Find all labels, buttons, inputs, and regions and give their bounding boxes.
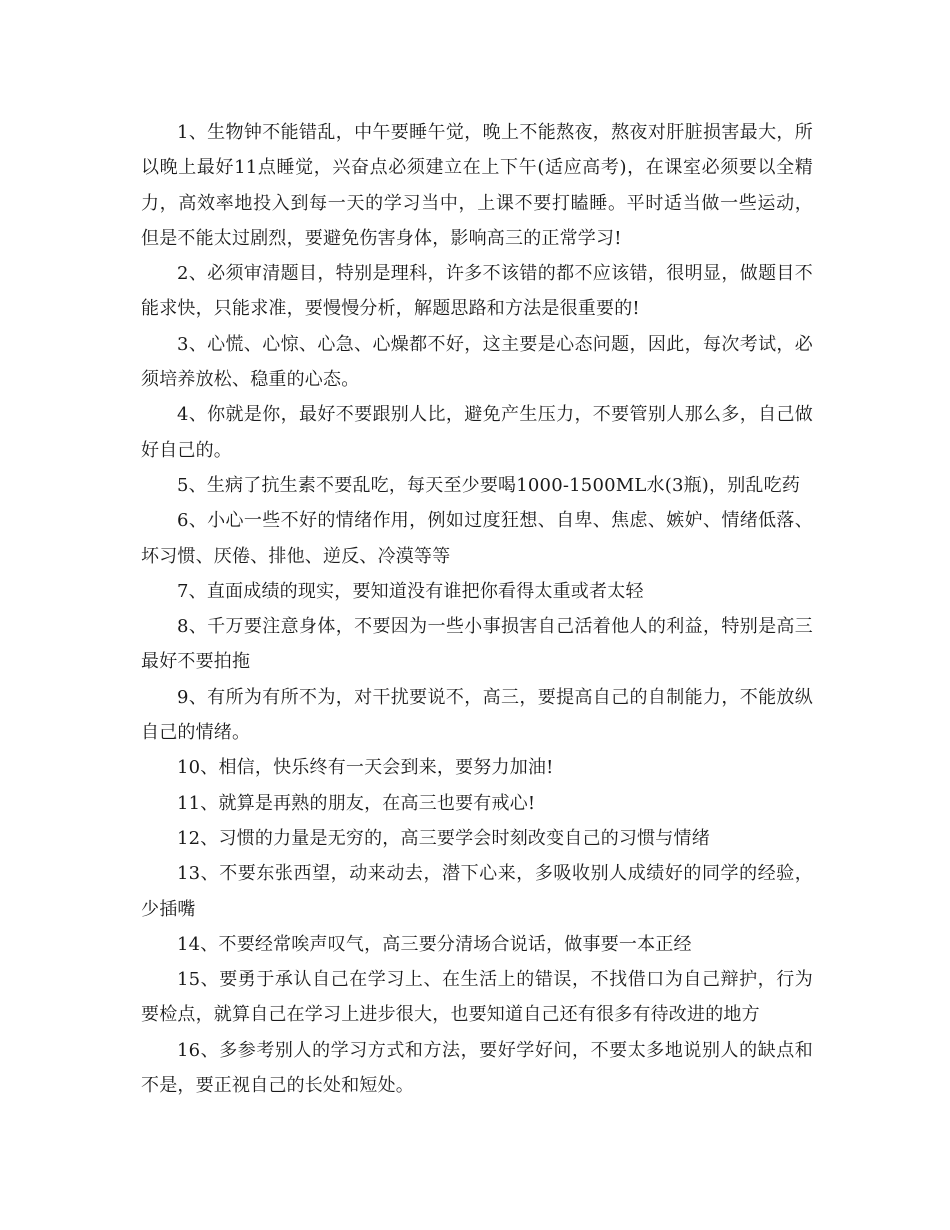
- paragraph-16: 16、多参考别人的学习方式和方法，要好学好问，不要太多地说别人的缺点和不是，要正视自己的长处和短处。: [141, 1039, 813, 1097]
- paragraph-5: 5、生病了抗生素不要乱吃，每天至少要喝1000-1500ML水(3瓶)，别乱吃药: [177, 474, 801, 496]
- paragraph-11: 11、就算是再熟的朋友，在高三也要有戒心!: [177, 792, 536, 814]
- paragraph-6: 6、小心一些不好的情绪作用，例如过度狂想、自卑、焦虑、嫉妒、情绪低落、坏习惯、厌倦、排他、逆反、冷漠等等: [141, 510, 813, 567]
- paragraph-12: 12、习惯的力量是无穷的，高三要学会时刻改变自己的习惯与情绪: [177, 827, 710, 849]
- paragraph-9: 9、有所为有所不为，对干扰要说不，高三，要提高自己的自制能力，不能放纵自己的情绪。: [141, 686, 813, 744]
- paragraph-7: 7、直面成绩的现实，要知道没有谁把你看得太重或者太轻: [177, 580, 644, 602]
- paragraph-8: 8、千万要注意身体，不要因为一些小事损害自己活着他人的利益，特别是高三最好不要拍拖: [141, 616, 813, 673]
- paragraph-14: 14、不要经常唉声叹气，高三要分清场合说话，做事要一本正经: [177, 933, 692, 955]
- paragraph-10: 10、相信，快乐终有一天会到来，要努力加油!: [177, 757, 554, 779]
- paragraph-3: 3、心慌、心惊、心急、心燥都不好，这主要是心态问题，因此，每次考试，必须培养放松、稳重的心态。: [141, 333, 813, 391]
- paragraph-13: 13、不要东张西望，动来动去，潜下心来，多吸收别人成绩好的同学的经验，少插嘴: [141, 863, 813, 920]
- paragraph-2: 2、必须审清题目，特别是理科，许多不该错的都不应该错，很明显，做题目不能求快，只能求准，要慢慢分析，解题思路和方法是很重要的!: [141, 263, 813, 320]
- paragraph-15: 15、要勇于承认自己在学习上、在生活上的错误，不找借口为自己辩护，行为要检点，就算自己在学习上进步很大，也要知道自己还有很多有待改进的地方: [141, 969, 813, 1026]
- document-body: [141, 115, 813, 1103]
- paragraph-1: 1、生物钟不能错乱，中午要睡午觉，晚上不能熬夜，熬夜对肝脏损害最大，所以晚上最好11点睡觉，兴奋点必须建立在上下午(适应高考)，在课室必须要以全精力，高效率地投入到每一天的学习当中，上课不要打瞌睡。平时适当做一些运动，但是不能太过剧烈，要避免伤害身体，影响高三的正常学习!: [141, 122, 813, 249]
- paragraph-4: 4、你就是你，最好不要跟别人比，避免产生压力，不要管别人那么多，自己做好自己的。: [141, 404, 813, 461]
